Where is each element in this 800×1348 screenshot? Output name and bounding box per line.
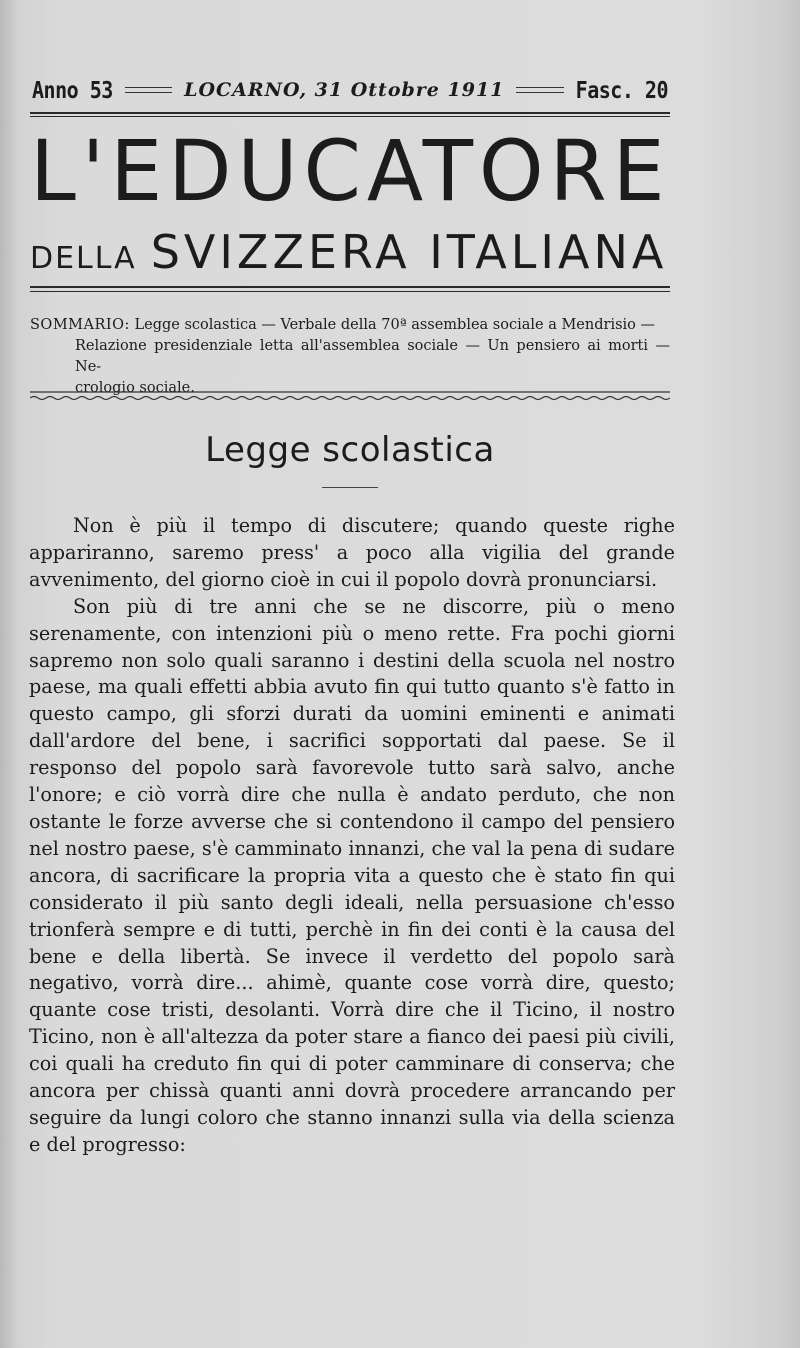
table-of-contents [30,315,670,399]
subtitle-della: DELLA [30,241,137,276]
double-rule-left [125,87,172,93]
journal-subtitle [30,222,670,293]
volume-number: Anno 53 [32,76,113,104]
toc-line-2: Relazione presidenziale letta all'assemblea sociale — Un pensiero ai morti — Ne- [75,338,670,375]
place-date: LOCARNO, 31 Ottobre 1911 [184,79,505,101]
article-body [29,513,675,1159]
heading-underline [322,487,378,488]
masthead-rule [30,286,670,288]
toc-line-3: crologio sociale. [75,380,195,396]
wavy-divider [30,390,670,402]
header-rule-thin [30,116,670,117]
double-rule-right [516,87,563,93]
subtitle-main: SVIZZERA ITALIANA [150,225,668,279]
issue-number: Fasc. 20 [575,76,668,104]
masthead-rule-thin [30,291,670,292]
article-heading: Legge scolastica [205,430,495,470]
toc-label: SOMMARIO: [30,317,130,333]
journal-title: L'EDUCATORE [30,122,671,220]
toc-line-1: Legge scolastica — Verbale della 70ª assemblea sociale a Mendrisio — [134,317,655,333]
paragraph-1: Non è più il tempo di discutere; quando queste righe appariranno, saremo press' a poco alla vigilia del grande avvenimento, del giorno cioè in cui il popolo dovrà pronunciarsi. [29,514,675,591]
paragraph-2: Son più di tre anni che se ne discorre, più o meno serenamente, con intenzioni più o meno rette. Fra pochi giorni sapremo non solo quali saranno i destini della scuola nel nostro paese, ma quali effetti abbia avuto fin qui tutto quanto s'è fatto in questo campo, gli sforzi durati da uomini eminenti e animati dall'ardore del bene, i sacrifici sopportati dal paese. Se il responso del popolo sarà favorevole tutto sarà salvo, anche l'onore; e ciò vorrà dire che nulla è andato perduto, che non ostante le forze avverse che si contendono il campo del pensiero nel nostro paese, s'è camminato innanzi, che val la pena di sudare ancora, di sacrificare la propria vita a questo che è stato fin qui considerato il più santo degli ideali, nella persuasione ch'esso trionferà sempre e di tutti, perchè in fin dei conti è la causa del bene e della libertà. Se invece il verdetto del popolo sarà negativo, vorrà dire... ahimè, quante cose vorrà dire, questo; quante cose tristi, desolanti. Vorrà dire che il Ticino, il nostro Ticino, non è all'altezza da poter stare a fianco dei paesi più civili, coi quali ha creduto fin qui di poter camminare di conserva; che ancora per chissà quanti anni dovrà procedere arrancando per seguire da lungi coloro che stanno innanzi sulla via della scienza e del progresso: [29,594,675,1156]
header-rule [30,112,670,114]
issue-header [32,76,668,104]
